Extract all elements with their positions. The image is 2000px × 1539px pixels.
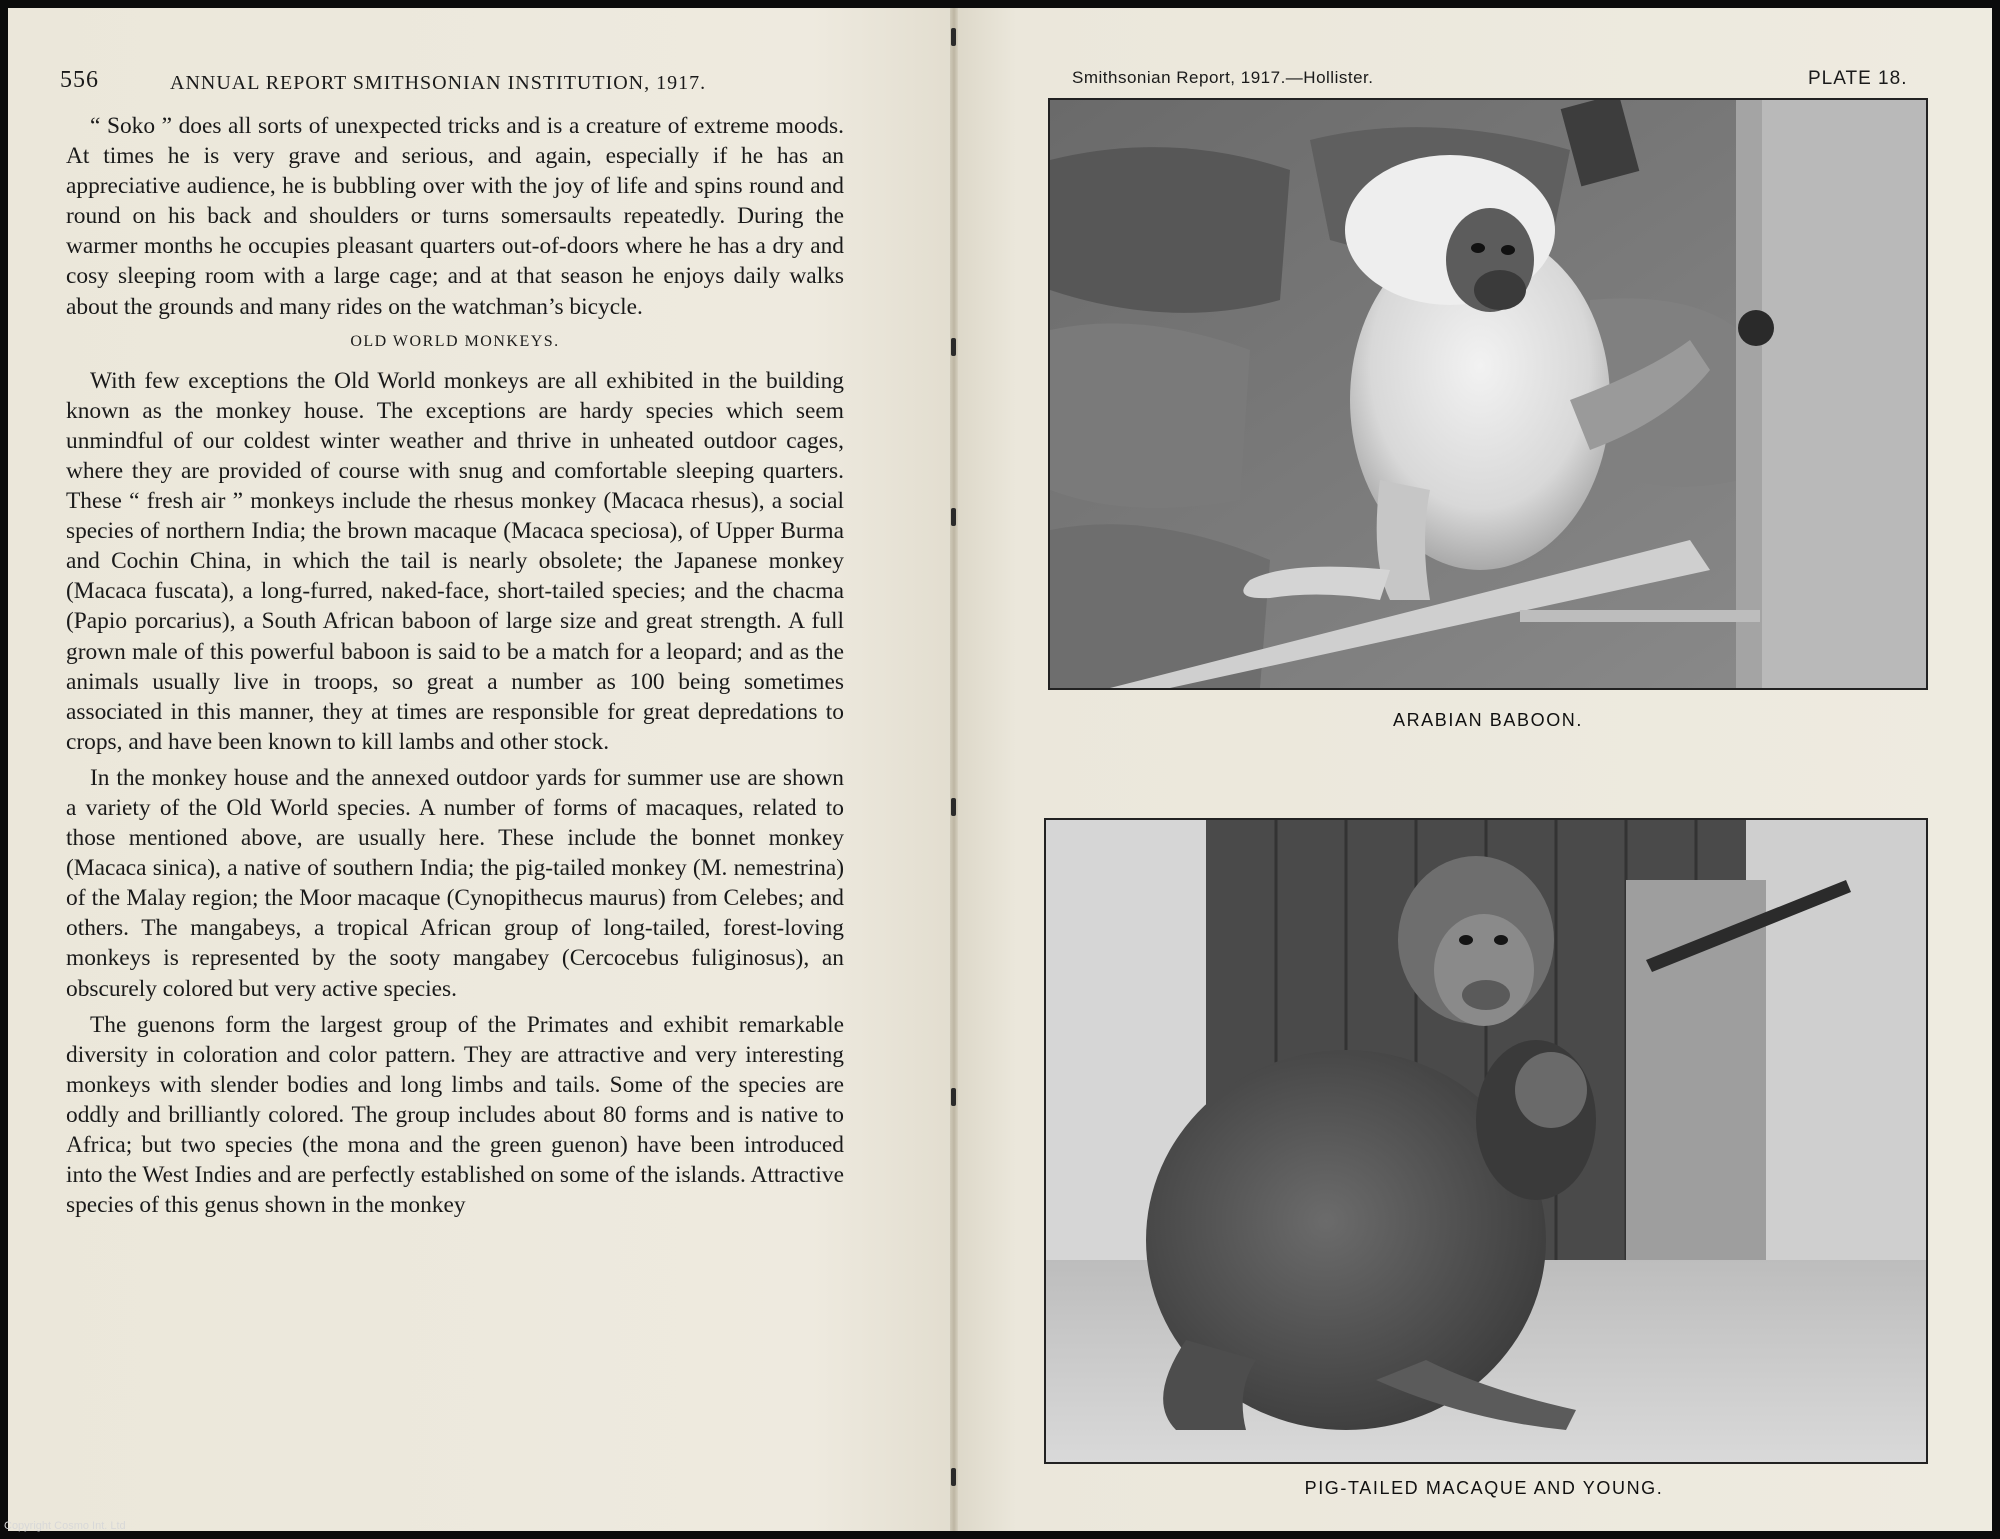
baboon-illustration	[1050, 100, 1926, 688]
plate-label: PLATE 18.	[1808, 68, 1908, 89]
section-heading: OLD WORLD MONKEYS.	[350, 332, 560, 350]
body-text	[66, 111, 844, 1220]
plate-source-line: Smithsonian Report, 1917.—Hollister.	[1072, 68, 1374, 87]
paragraph-soko: “ Soko ” does all sorts of unexpected tricks and is a creature of extreme moods. At times he is very grave and serious, and again, especially if he has an appreciative audience, he is bubbling over with the joy of life and spins round and round on his back and shoulders or turns somersaults repeatedly. During the warmer months he occupies pleasant quarters out-of-doors where he has a dry and cosy sleeping room with a large cage; and at that season he enjoys daily walks about the grounds and many rides on the watchman’s bicycle.	[66, 113, 844, 320]
binding-stitch	[951, 28, 956, 46]
paragraph-monkey-house: In the monkey house and the annexed outdoor yards for summer use are shown a variety of the Old World species. A number of forms of macaques, related to those mentioned above, are usually here. These include the bonnet monkey (Macaca sinica), a native of southern India; the pig-tailed monkey (M. nemestrina) of the Malay region; the Moor macaque (Cynopithecus maurus) from Celebes; and others. The mangabeys, a tropical African group of long-tailed, forest-loving monkeys is represented by the sooty mangabey (Cercocebus fuliginosus), an obscurely colored but very active species.	[66, 764, 844, 1002]
left-page	[8, 8, 954, 1531]
binding-stitch	[951, 508, 956, 526]
binding-stitch	[951, 1088, 956, 1106]
photo-arabian-baboon	[1048, 98, 1928, 690]
binding-stitch	[951, 1468, 956, 1486]
copyright-notice: Copyright Cosmo Int. Ltd	[4, 1520, 126, 1532]
photo-pig-tailed-macaque	[1044, 818, 1928, 1464]
book-gutter	[950, 8, 958, 1531]
running-head-title: ANNUAL REPORT SMITHSONIAN INSTITUTION, 1917.	[170, 72, 707, 94]
paragraph-old-world: With few exceptions the Old World monkeys are all exhibited in the building known as the monkey house. The exceptions are hardy species which seem unmindful of our coldest winter weather and thrive in unheated outdoor cages, where they are provided of course with snug and comfortable sleeping quarters. These “ fresh air ” monkeys include the rhesus monkey (Macaca rhesus), a social species of northern India; the brown macaque (Macaca speciosa), of Upper Burma and Cochin China, in which the tail is nearly obsolete; the Japanese monkey (Macaca fuscata), a long-furred, naked-face, short-tailed species; and the chacma (Papio porcarius), a South African baboon of large size and great strength. A full grown male of this powerful baboon is said to be a match for a leopard; and as the animals usually live in troops, so great a number as 100 being sometimes associated in this manner, they at times are responsible for great depredations to crops, and have been known to kill lambs and other stock.	[66, 367, 844, 755]
running-head	[60, 67, 840, 100]
binding-stitch	[951, 798, 956, 816]
macaque-illustration	[1046, 820, 1926, 1462]
page-number: 556	[60, 67, 99, 93]
book-spread	[8, 8, 1992, 1531]
binding-stitch	[951, 338, 956, 356]
caption-pig-tailed-macaque: PIG-TAILED MACAQUE AND YOUNG.	[1304, 1478, 1664, 1498]
paragraph-guenons: The guenons form the largest group of the Primates and exhibit remarkable diversity in coloration and color pattern. They are attractive and very interesting monkeys with slender bodies and long limbs and tails. Some of the species are oddly and brilliantly colored. The group includes about 80 forms and is native to Africa; but two species (the mona and the green guenon) have been introduced into the West Indies and are perfectly established on some of the islands. Attractive species of this genus shown in the monkey	[66, 1011, 844, 1219]
caption-arabian-baboon: ARABIAN BABOON.	[1392, 710, 1584, 730]
